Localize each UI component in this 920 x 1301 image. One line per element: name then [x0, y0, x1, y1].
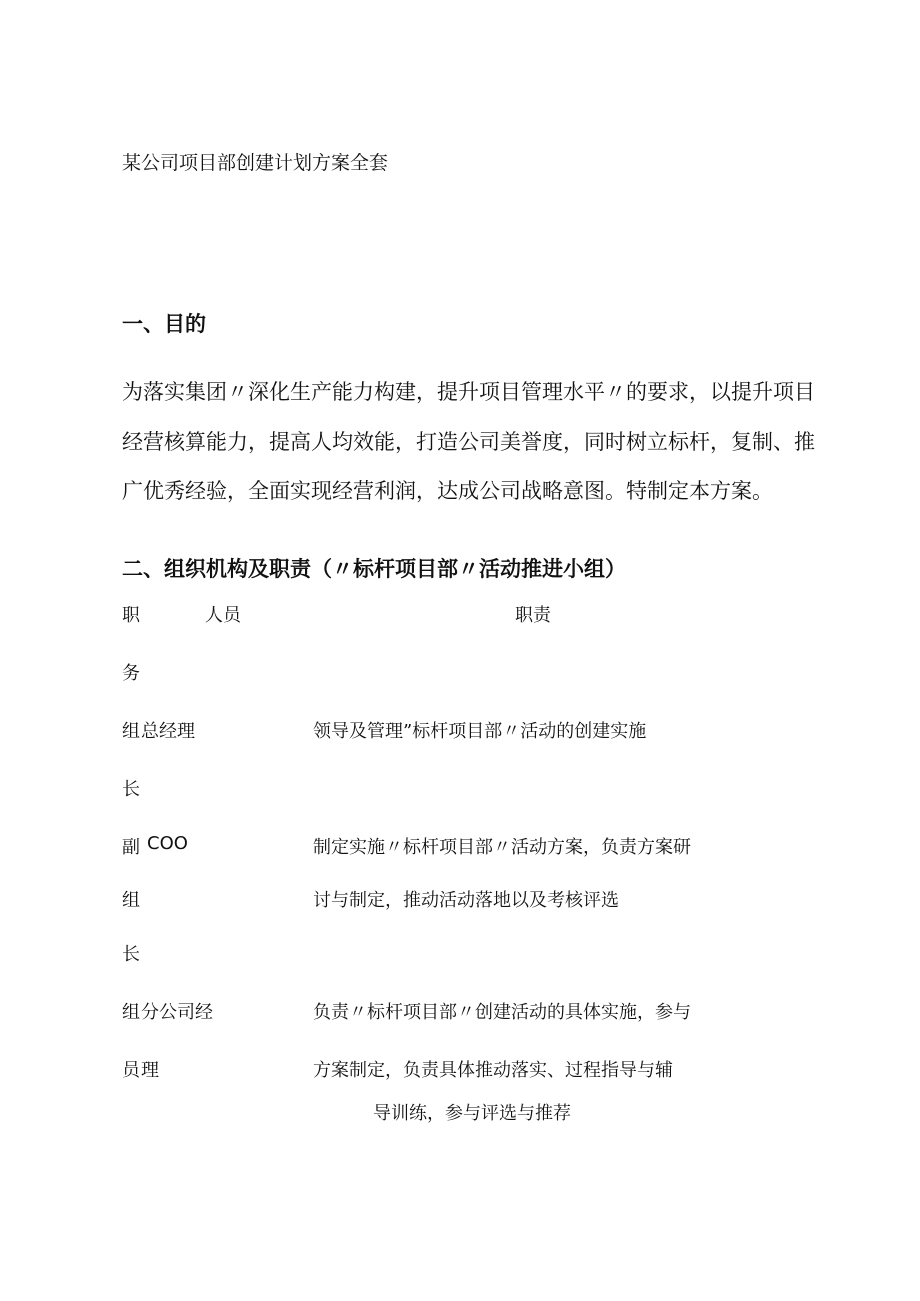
- section1-line-2: 经营核算能力，提高人均效能，打造公司美誉度，同时树立标杆，复制、推: [122, 430, 815, 454]
- document-title: 某公司项目部创建计划方案全套: [122, 152, 389, 174]
- section1-line-3: 广优秀经验，全面实现经营利润，达成公司战略意图。特制定本方案。: [122, 479, 773, 503]
- row3-position-1: 组: [122, 1002, 140, 1023]
- row2-person: COO: [147, 833, 188, 854]
- row1-position-1: 组: [122, 721, 140, 742]
- header-duty: 职责: [515, 605, 551, 626]
- row3-duty-line-2: 方案制定，负责具体推动落实、过程指导与辅: [313, 1060, 673, 1081]
- row3-duty-line-1: 负责〃标杆项目部〃创建活动的具体实施，参与: [313, 1002, 691, 1023]
- row1-position-2: 长: [122, 779, 140, 800]
- row3-position-2: 员: [122, 1060, 140, 1081]
- row1-person: 总经理: [141, 721, 195, 742]
- header-position-1: 职: [122, 605, 140, 626]
- row2-duty-line-1: 制定实施〃标杆项目部〃活动方案，负责方案研: [313, 837, 691, 858]
- row3-duty-line-3: 导训练，参与评选与推荐: [373, 1103, 571, 1124]
- row2-position-1: 副: [122, 837, 140, 858]
- section1-heading: 一、目的: [122, 312, 206, 336]
- row2-position-3: 长: [122, 944, 140, 965]
- header-position-2: 务: [122, 663, 140, 684]
- section2-heading: 二、组织机构及职责（〃标杆项目部〃活动推进小组）: [122, 557, 626, 581]
- row2-duty-line-2: 讨与制定，推动活动落地以及考核评选: [313, 890, 619, 911]
- section1-line-1: 为落实集团〃深化生产能力构建，提升项目管理水平〃的要求，以提升项目: [122, 380, 815, 404]
- row1-duty-line-1: 领导及管理”标杆项目部〃活动的创建实施: [313, 721, 647, 742]
- row3-person-line-2: 理: [141, 1060, 159, 1081]
- row2-position-2: 组: [122, 890, 140, 911]
- row3-person-line-1: 分公司经: [141, 1002, 213, 1023]
- header-person: 人员: [205, 605, 241, 626]
